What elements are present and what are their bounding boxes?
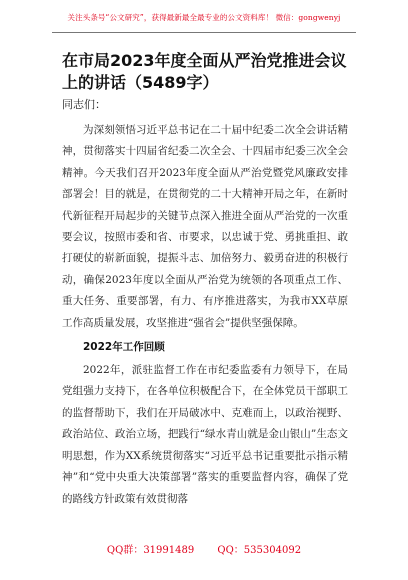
section-heading: 2022年工作回顾 xyxy=(83,341,165,354)
header-wechat-text: 微信：gongwenyj xyxy=(275,13,341,22)
footer-qq: QQ：535304092 xyxy=(217,545,302,556)
header-banner-text: 关注头条号“公文研究”，获得最新最全最专业的公文资料库！ xyxy=(67,13,274,22)
document-body xyxy=(62,120,348,510)
header-banner xyxy=(0,12,408,23)
section-paragraph: 2022年，派驻监督工作在市纪委监委有力领导下，在局党组强力支持下，在各单位积极配合下，在全体党员干部职工的监督帮助下，我们在开局破冰中、克难而上，以政治视野、政治站位、政治立场，把践行“绿水青山就是金山银山”生态文明思想，作为XX系统贯彻落实“习近平总书记重要批示指示精神”和“党中央重大决策部署”落实的重要监督内容，确保了党的路线方针政策有效贯彻落 xyxy=(62,364,348,505)
footer-qq-group: QQ群：31991489 xyxy=(106,545,195,556)
body-paragraph: 为深刻领悟习近平总书记在二十届中纪委二次全会讲话精神，贯彻落实十四届省纪委二次全会、十四届市纪委三次全会精神。今天我们召开2023年度全面从严治党暨党风廉政安排部署会！目的就是，在贯彻党的二十大精神开局之年，在新时代新征程开局起步的关键节点深入推进全面从严治党的一次重要会议，按照市委和省、市要求，以忠诚于党、勇挑重担、敢打硬仗的崭新面貌，提振斗志、加倍努力、毅勇奋进的积极行动，确保2023年度以全面从严治党为统领的各项重点工作、重大任务、重要部署，有力、有序推进落实，为我市XX草原工作高质量发展，攻坚推进“强省会”提供坚强保障。 xyxy=(62,124,348,329)
footer-contact xyxy=(0,541,408,556)
header-divider xyxy=(52,32,356,33)
salutation: 同志们： xyxy=(62,98,106,111)
document-title: 在市局2023年度全面从严治党推进会议上的讲话（5489字） xyxy=(62,51,347,92)
